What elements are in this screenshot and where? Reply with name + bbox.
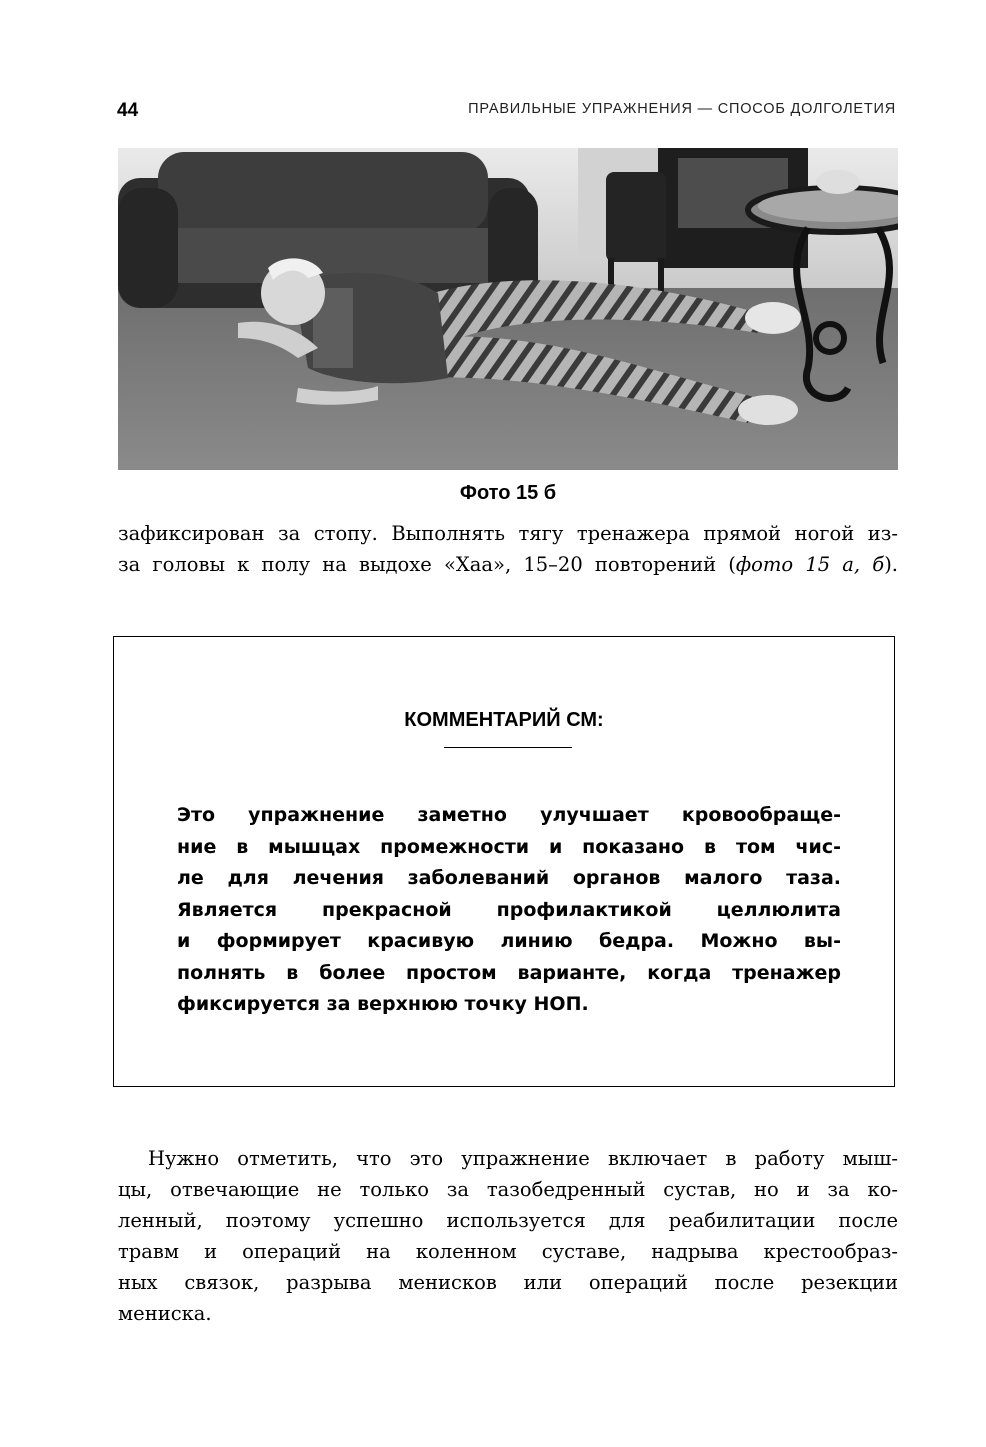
- page-number: 44: [117, 100, 139, 121]
- paragraph-line: цы, отвечающие не только за тазобедренный сустав, но и за ко-: [118, 1178, 898, 1201]
- comment-line: Является прекрасной профилактикой целлюлита: [177, 898, 841, 921]
- paragraph-line: за головы к полу на выдохе «Хаа», 15–20 повторений (фото 15 а, б).: [118, 553, 898, 576]
- comment-title: КОММЕНТАРИЙ СМ:: [404, 709, 604, 731]
- comment-divider: [444, 747, 572, 748]
- paragraph-line: зафиксирован за стопу. Выполнять тягу тренажера прямой ногой из-: [118, 522, 898, 545]
- exercise-photo: [118, 148, 898, 470]
- comment-line: Это упражнение заметно улучшает кровообраще-: [177, 804, 841, 826]
- photo-reference: фото 15 а, б: [735, 553, 885, 576]
- comment-text: [177, 800, 841, 1021]
- paragraph-line: ленный, поэтому успешно используется для реабилитации после: [118, 1209, 898, 1232]
- comment-line: ле для лечения заболеваний органов малого таза.: [177, 867, 841, 889]
- paragraph-instruction: [118, 518, 898, 580]
- comment-line: ние в мышцах промежности и показано в том чис-: [177, 835, 841, 858]
- running-title: ПРАВИЛЬНЫЕ УПРАЖНЕНИЯ — СПОСОБ ДОЛГОЛЕТИЯ: [468, 101, 896, 117]
- paragraph-line: ных связок, разрыва менисков или операций после резекции: [118, 1271, 898, 1294]
- paragraph-line: мениска.: [118, 1302, 212, 1325]
- paragraph-line: Нужно отметить, что это упражнение включает в работу мыш-: [148, 1147, 898, 1170]
- photo-caption: Фото 15 б: [459, 482, 557, 504]
- comment-line: полнять в более простом варианте, когда тренажер: [177, 961, 841, 984]
- paragraph-rehabilitation: [118, 1143, 898, 1329]
- paragraph-line: травм и операций на коленном суставе, надрыва крестообраз-: [118, 1240, 898, 1263]
- comment-line: и формирует красивую линию бедра. Можно вы-: [177, 930, 841, 952]
- comment-line: фиксируется за верхнюю точку НОП.: [177, 993, 589, 1015]
- comment-box: [113, 636, 895, 1087]
